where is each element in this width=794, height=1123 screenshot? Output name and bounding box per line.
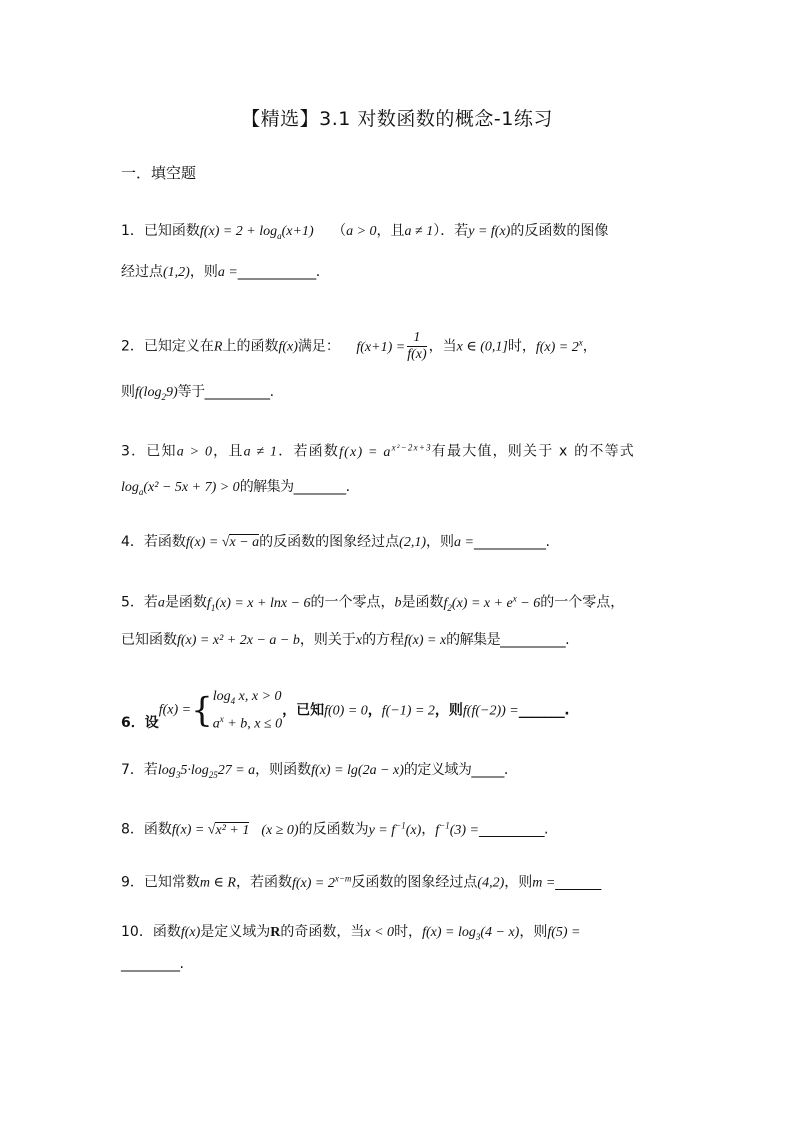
question-8-line: 8．函数f(x) = √x² + 1 (x ≥ 0)的反函数为$y = f^{-1}(x)$，$f^{-1}(3)$ =__________. — [121, 820, 548, 838]
q1-text: 1．已知函数 — [121, 223, 200, 239]
q3-inequality: $\log_a(x^2 - 5x + 7) > 0$ — [121, 480, 240, 497]
q8-function: f(x) = √x² + 1 — [171, 822, 250, 838]
q10-function: $f(x) = \log_3(4 - x)$ — [422, 925, 520, 942]
q4-function: f(x) = √x − a — [185, 535, 260, 550]
question-3-line-1: 3．已知a > 0，且a ≠ 1．若函数$f(x) = a^{x^2-2x+3}$有最大值，则关于 x 的不等式 — [121, 442, 635, 460]
question-6-line: 6．设f(x) ={ $\log_4 x$, x > 0 $a^x + b$, x ≤ 0 ，已知f(0) = 0，f(−1) = 2，则f(f(−2)) =_______. — [121, 689, 570, 732]
question-5-line-2: 已知函数f(x) = x² + 2x − a − b，则关于x的方程f(x) = x的解集是__________. — [121, 632, 570, 648]
question-1-line-1: 1．已知函数$f(x) = 2 + \log_a(x+1) (a > 0$，且a ≠ 1）．若y = f(x)的反函数的图像 — [121, 223, 609, 241]
q2-answer-blank[interactable]: 等于__________. — [177, 384, 274, 400]
q7-answer-blank[interactable]: 的定义域为_____. — [403, 762, 508, 778]
q8-target: $f^{-1}(3)$ = — [435, 820, 480, 838]
question-10-line-2 — [121, 954, 183, 974]
q10-answer-blank[interactable]: _________. — [121, 956, 184, 972]
q1-point: (1,2) — [163, 265, 190, 280]
q2-definition: $f(x) = 2^x$ — [535, 336, 583, 355]
q1-condition-a-ne-1: a ≠ 1 — [404, 224, 434, 239]
q2-target: $f(\log_29)$ — [135, 385, 178, 402]
question-2-line-1: 2．已知定义在R上的函数f(x)满足： f(x+1) = $\frac{1}{f(x)}$ ，当x ∈ (0,1]时，$f(x) = 2^x$， — [121, 330, 597, 362]
q5-function-2: $f_2(x) = x + e^x - 6$ — [443, 593, 541, 613]
section-heading: 一．填空题 — [121, 164, 197, 182]
q4-point: (2,1) — [399, 535, 426, 550]
question-7-line: 7．若$\log_35\cdot\log_{25}27 = a$，则函数f(x) = lg(2a − x)的定义域为_____. — [121, 762, 508, 780]
q2-functional-equation: f(x+1) = — [356, 339, 406, 355]
q8-answer-blank[interactable]: __________. — [479, 821, 548, 838]
question-1-line-2: 经过点(1,2)，则a =____________. — [121, 264, 320, 280]
q9-function: $f(x) = 2^{x-m}$ — [291, 873, 352, 891]
question-9-line: 9．已知常数m ∈ R，若函数$f(x) = 2^{x-m}$反函数的图象经过点(4,2)，则m =_______ — [121, 873, 601, 891]
q2-interval: x ∈ (0,1] — [456, 339, 508, 355]
q1-formula: $f(x) = 2 + \log_a(x+1)$ — [199, 224, 314, 241]
q1-condition-a: a > 0 — [346, 224, 377, 239]
question-3-line-2 — [121, 477, 350, 502]
q5-function-3: f(x) = x² + 2x − a − b — [177, 633, 300, 648]
q4-answer-blank[interactable]: ___________. — [473, 534, 550, 550]
q1-answer-blank[interactable]: ____________. — [237, 264, 320, 280]
q2-fraction: $\frac{1}{f(x)}$ — [407, 330, 427, 362]
q9-answer-blank[interactable]: _______ — [555, 874, 601, 891]
q9-point: (4,2) — [477, 875, 505, 891]
question-10-line-1: 10．函数f(x)是定义域为R的奇函数，当x < 0时，$f(x) = \log_3(4 - x)$，则f(5) = — [121, 924, 581, 942]
q7-function: f(x) = lg(2a − x) — [311, 763, 404, 778]
q6-cases: $\log_4 x$, x > 0 $a^x + b$, x ≤ 0 — [212, 689, 283, 732]
page-title: 【精选】3.1 对数函数的概念-1练习 — [241, 108, 553, 130]
q3-answer-blank[interactable]: 的解集为________. — [239, 479, 350, 495]
q1-inverse-function: y = f(x) — [468, 224, 511, 239]
question-5-line-1: 5．若a是函数$f_1(x) = x + \ln x - 6$的一个零点，b是函数$f_2(x) = x + e^x - 6$的一个零点， — [121, 593, 625, 613]
q6-brace: { — [191, 690, 213, 731]
q8-inverse: $y = f^{-1}(x)$ — [368, 820, 422, 838]
q5-answer-blank[interactable]: 的解集是__________. — [446, 632, 570, 648]
q3-function: $f(x) = a^{x^2-2x+3}$ — [339, 442, 432, 460]
q7-condition: $\log_35\cdot\log_{25}27 = a$ — [157, 763, 256, 780]
q6-answer-blank[interactable]: _______. — [518, 702, 570, 719]
question-4-line: 4．若函数f(x) = √x − a的反函数的图象经过点(2,1)，则a =___________. — [121, 534, 550, 550]
question-2-line-2: 则$f(\log_29)$等于__________. — [121, 384, 274, 402]
q6-piecewise-lhs: f(x) = — [158, 702, 192, 718]
q5-function-1: $f_1(x) = x + \ln x - 6$ — [206, 595, 311, 613]
